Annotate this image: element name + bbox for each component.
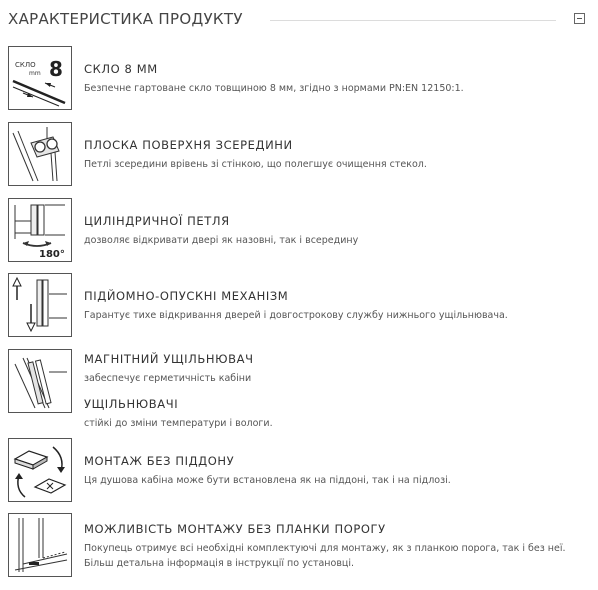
lift-mechanism-icon (8, 273, 72, 337)
feature-text (84, 289, 589, 323)
feature-description: Ця душова кабіна може бути встановлена як на піддоні, так і на підлозі. (84, 475, 451, 486)
feature-title-secondary: УЩІЛЬНЮВАЧІ (84, 397, 179, 411)
glass-thickness-icon (8, 46, 72, 110)
feature-title: МОНТАЖ БЕЗ ПІДДОНУ (84, 454, 235, 468)
feature-text (84, 62, 589, 96)
feature-title: МОЖЛИВІСТЬ МОНТАЖУ БЕЗ ПЛАНКИ ПОРОГУ (84, 522, 386, 536)
collapse-button[interactable] (574, 13, 585, 24)
feature-description: Гарантує тихе відкривання дверей і довгострокову службу нижнього ущільнювача. (84, 310, 508, 321)
glass-number-label: 8 (49, 57, 63, 81)
glass-word-label: СКЛО (15, 61, 36, 69)
feature-text (84, 522, 589, 571)
feature-text (84, 214, 589, 248)
feature-text (84, 352, 589, 431)
header-divider (270, 20, 556, 21)
no-tray-mounting-icon (8, 438, 72, 502)
feature-title: ПЛОСКА ПОВЕРХНЯ ЗСЕРЕДИНИ (84, 138, 293, 152)
feature-title: МАГНІТНИЙ УЩІЛЬНЮВАЧ (84, 352, 254, 366)
magnetic-seal-icon (8, 349, 72, 413)
feature-text (84, 454, 589, 488)
feature-title: ПІДЙОМНО-ОПУСКНІ МЕХАНІЗМ (84, 289, 289, 303)
feature-description: Петлі зсередини врівень зі стінкою, що полегшує очищення стекол. (84, 159, 427, 170)
feature-description-secondary: стійкі до зміни температури і вологи. (84, 418, 273, 429)
glass-unit-label: mm (29, 70, 41, 77)
hinge-angle-label: 180° (39, 249, 65, 260)
feature-description: дозволяє відкривати двері як назовні, так і всередину (84, 235, 359, 246)
no-threshold-icon (8, 513, 72, 577)
feature-text (84, 138, 589, 172)
feature-title: СКЛО 8 ММ (84, 62, 158, 76)
cylindrical-hinge-icon (8, 198, 72, 262)
feature-description: забеспечує герметичність кабіни (84, 373, 252, 384)
section-header (8, 8, 590, 32)
section-title: ХАРАКТЕРИСТИКА ПРОДУКТУ (8, 10, 243, 28)
feature-title: ЦИЛІНДРИЧНОЇ ПЕТЛЯ (84, 214, 230, 228)
feature-description: Безпечне гартоване скло товщиною 8 мм, згідно з нормами PN:EN 12150:1. (84, 83, 464, 94)
flat-hinge-icon (8, 122, 72, 186)
feature-description: Покупець отримує всі необхідні комплектуючі для монтажу, як з планкою порога, так і без неї. Більш детальна інформація в інструкції по установці. (84, 543, 566, 569)
